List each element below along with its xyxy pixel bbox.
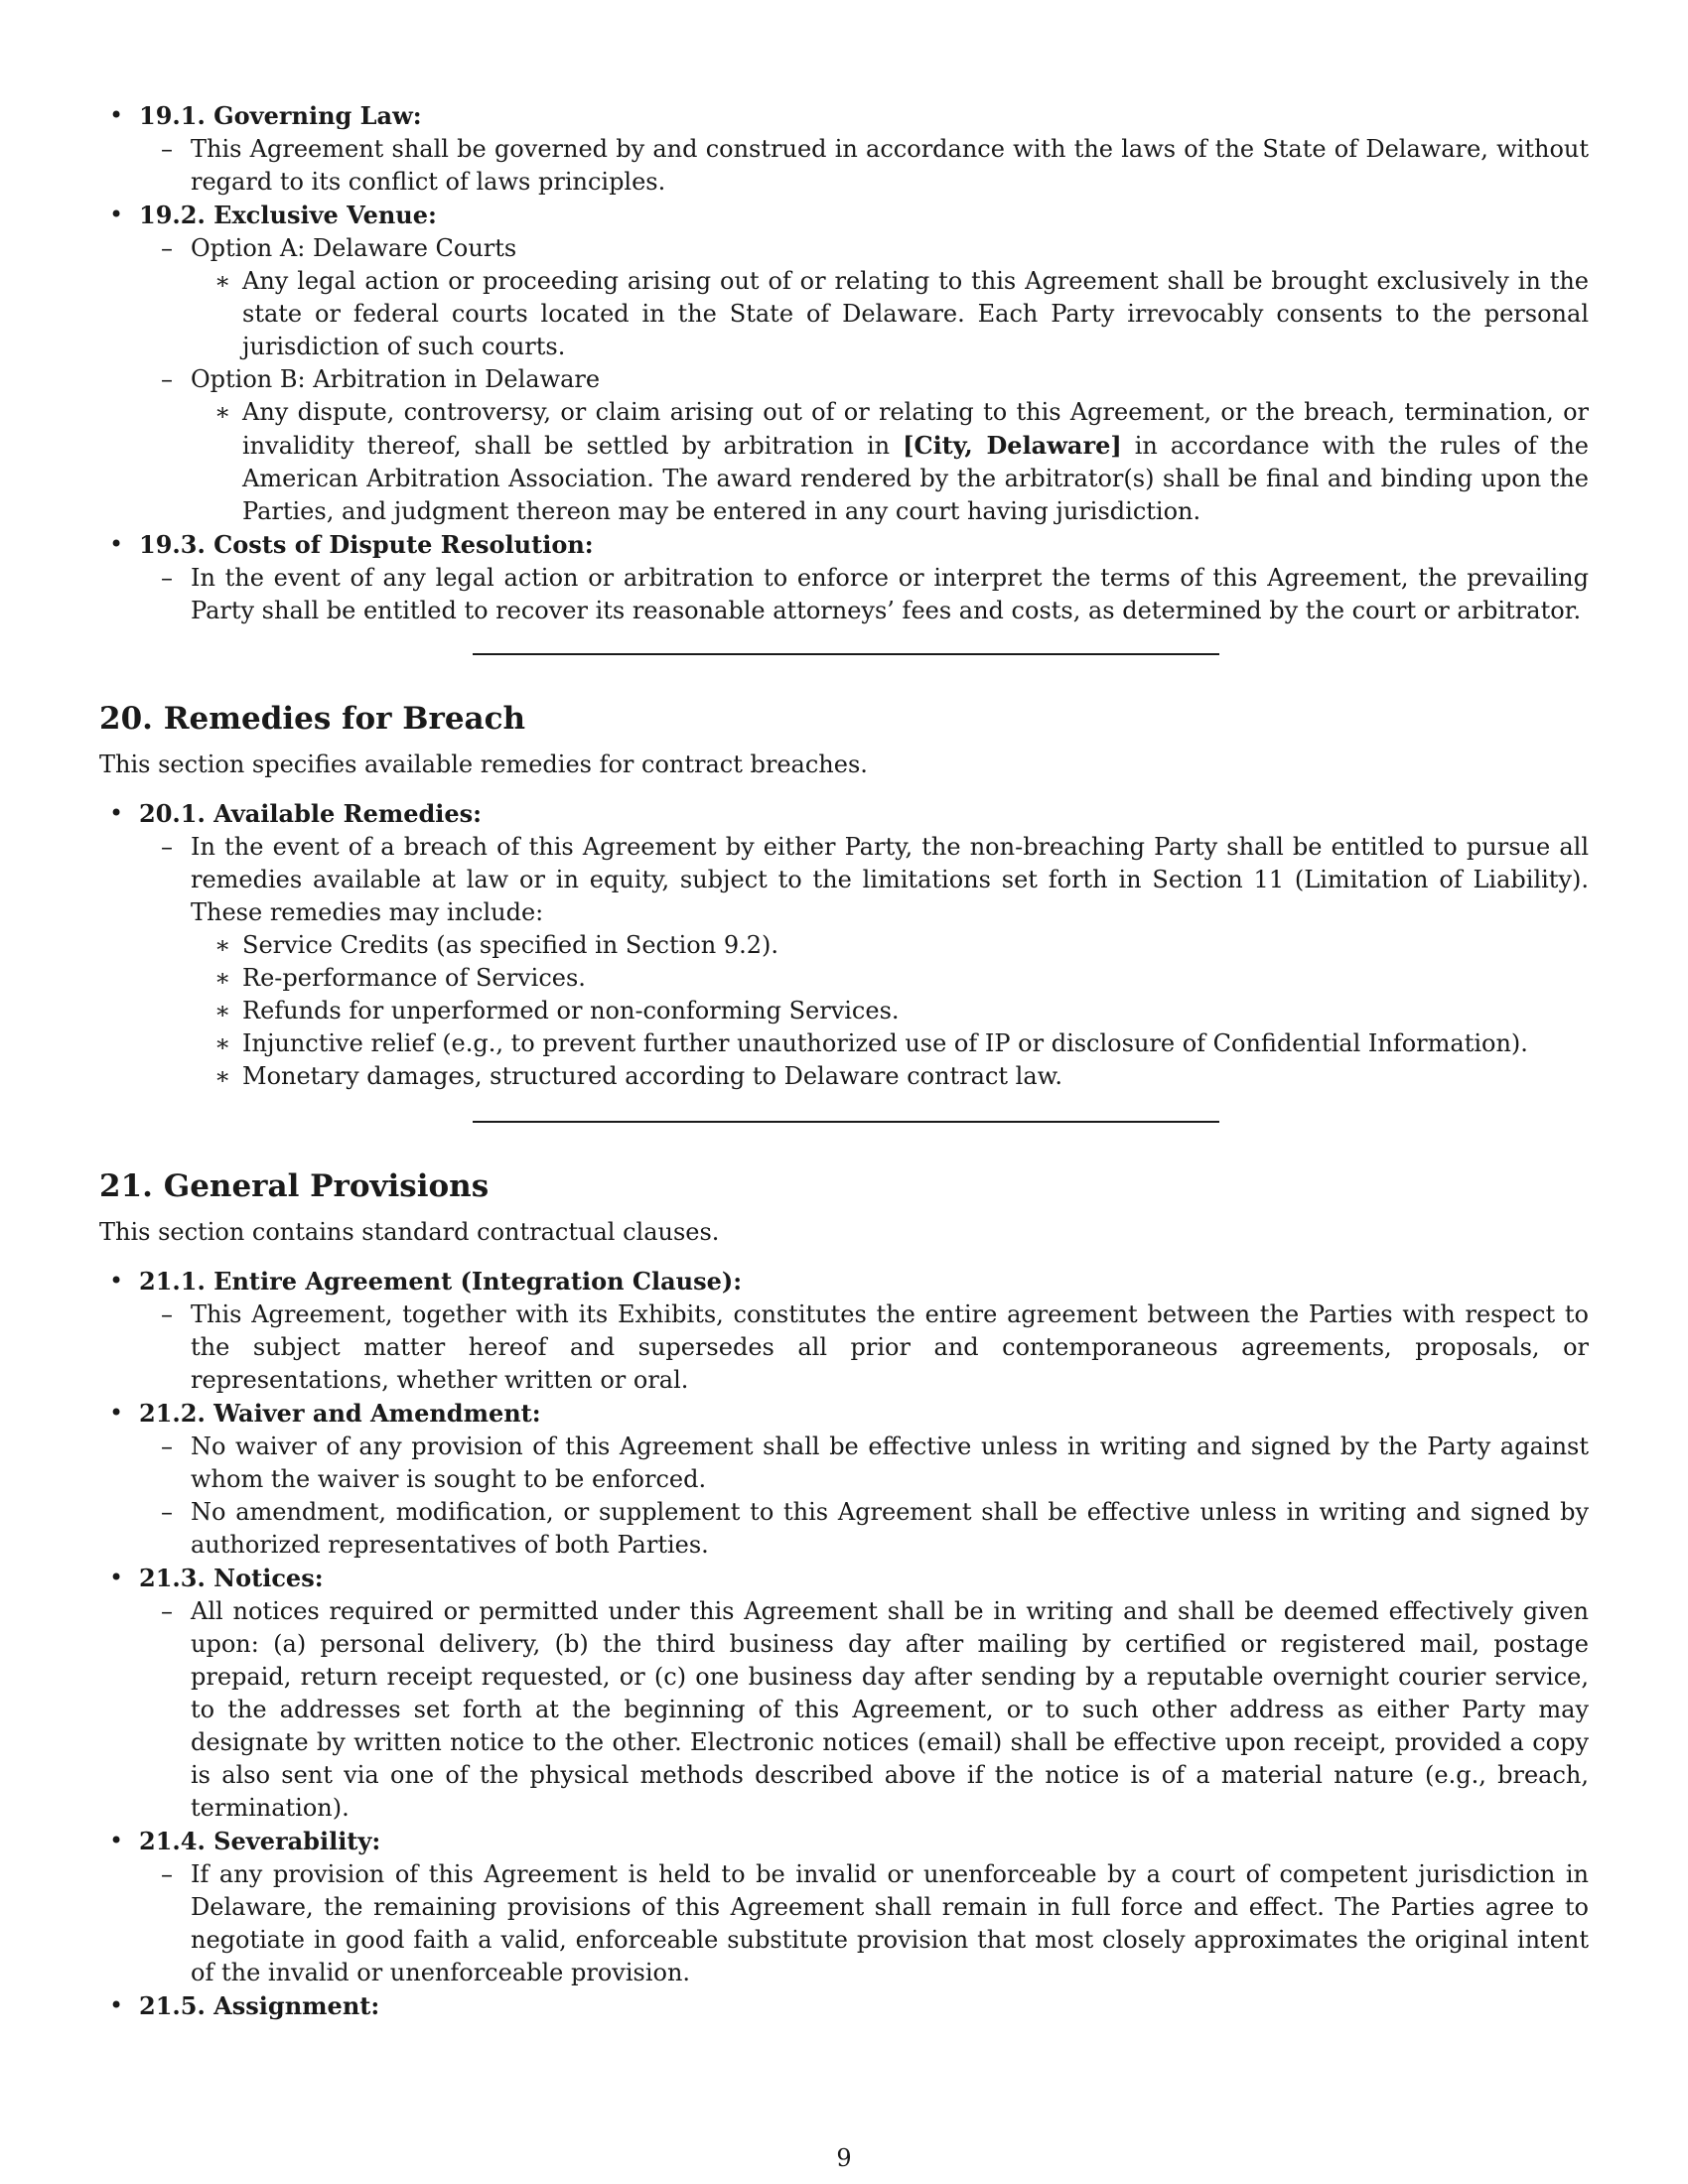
clause-label: 21.1. Entire Agreement (Integration Clause): bbox=[139, 1267, 743, 1296]
asterisk-icon: ∗ bbox=[214, 398, 231, 426]
bullet-icon: • bbox=[109, 1564, 124, 1591]
option-b: – Option B: Arbitration in Delaware ∗ Any dispute, controversy, or claim arising out of or relating to this Agreement, or the breach, termination, or invalidity thereof, shall be settled by arbitration in [City, Delaware] in accordance with the rules of the American Arbitration Association. The award rendered by the arbitrator(s) shall be final and binding upon the Parties, and judgment thereon may be entered in any court having jurisdiction. bbox=[191, 363, 1589, 528]
clause-21-1 bbox=[109, 1265, 1589, 1397]
clause-19-2 bbox=[109, 199, 1589, 528]
section-20-heading: 20. Remedies for Breach bbox=[99, 701, 526, 737]
bullet-icon: • bbox=[109, 101, 124, 129]
asterisk-icon: ∗ bbox=[214, 964, 231, 992]
remedy-item: ∗ Refunds for unperformed or non-conforming Services. bbox=[242, 995, 1589, 1027]
dash-icon: – bbox=[161, 564, 173, 592]
section-19-list bbox=[109, 99, 1589, 627]
clause-text: – In the event of a breach of this Agreement by either Party, the non-breaching Party shall be entitled to pursue all remedies available at law or in equity, subject to the limitations set forth in Section 11 (Limitation of Liability). These remedies may include: ∗ Service Credits (as specified in Section 9.2). ∗ Re-performance of Services. ∗ Refunds for unperformed or non-conforming Services. ∗ Injunctive relief (e.g., to prevent further unauthorized use of IP or disclosure of Confidential Information). ∗ Monetary damages, structured according to Delaware contract law. bbox=[191, 831, 1589, 1093]
clause-21-5 bbox=[109, 1989, 1589, 2023]
clause-21-3 bbox=[109, 1562, 1589, 1825]
clause-label: 19.1. Governing Law: bbox=[139, 101, 422, 130]
clause-text: – No amendment, modification, or supplement to this Agreement shall be effective unless in writing and signed by authorized representatives of both Parties. bbox=[161, 1498, 1589, 1559]
bullet-icon: • bbox=[109, 201, 124, 228]
clause-label: 19.3. Costs of Dispute Resolution: bbox=[139, 530, 594, 559]
bullet-icon: • bbox=[109, 1827, 124, 1854]
dash-icon: – bbox=[161, 1860, 173, 1888]
clause-text: – All notices required or permitted under this Agreement shall be in writing and shall be deemed effectively given upon: (a) personal delivery, (b) the third business day after mailing by certified or registered mail, postage prepaid, return receipt requested, or (c) one business day after sending by a reputable overnight courier service, to the addresses set forth at the beginning of this Agreement, or to such other address as either Party may designate by written notice to the other. Electronic notices (email) shall be effective upon receipt, provided a copy is also sent via one of the physical methods described above if the notice is of a material nature (e.g., breach, termination). bbox=[161, 1597, 1589, 1822]
clause-label: 21.5. Assignment: bbox=[139, 1991, 380, 2020]
clause-label: 21.3. Notices: bbox=[139, 1564, 324, 1592]
clause-label: 19.2. Exclusive Venue: bbox=[139, 201, 437, 229]
bullet-icon: • bbox=[109, 799, 124, 827]
section-20-list bbox=[109, 797, 1589, 1093]
remedy-item: ∗ Re-performance of Services. bbox=[242, 962, 1589, 995]
asterisk-icon: ∗ bbox=[214, 997, 231, 1024]
section-21-heading: 21. General Provisions bbox=[99, 1168, 490, 1204]
option-a: – Option A: Delaware Courts ∗ Any legal action or proceeding arising out of or relating to this Agreement shall be brought exclusively in the state or federal courts located in the State of Delaware. Each Party irrevocably consents to the personal jurisdiction of such courts. bbox=[191, 232, 1589, 363]
dash-icon: – bbox=[161, 833, 173, 861]
section-21-list bbox=[109, 1265, 1589, 2023]
clause-text: – In the event of any legal action or arbitration to enforce or interpret the terms of this Agreement, the prevailing Party shall be entitled to recover its reasonable attorneys’ fees and costs, as determined by the court or arbitrator. bbox=[161, 564, 1589, 624]
option-b-text: ∗ Any dispute, controversy, or claim arising out of or relating to this Agreement, or the breach, termination, or invalidity thereof, shall be settled by arbitration in [City, Delaware] in accordance with the rules of the American Arbitration Association. The award rendered by the arbitrator(s) shall be final and binding upon the Parties, and judgment thereon may be entered in any court having jurisdiction. bbox=[214, 398, 1589, 525]
dash-icon: – bbox=[161, 1300, 173, 1328]
bullet-icon: • bbox=[109, 1399, 124, 1427]
option-a-text: ∗ Any legal action or proceeding arising out of or relating to this Agreement shall be brought exclusively in the state or federal courts located in the State of Delaware. Each Party irrevocably consents to the personal jurisdiction of such courts. bbox=[214, 267, 1589, 360]
section-21-intro: This section contains standard contractual clauses. bbox=[99, 1218, 720, 1246]
section-20-intro: This section specifies available remedies for contract breaches. bbox=[99, 751, 868, 778]
placeholder-city: [City, Delaware] bbox=[903, 431, 1122, 460]
clause-19-1 bbox=[109, 99, 1589, 199]
clause-21-2 bbox=[109, 1397, 1589, 1562]
section-divider bbox=[473, 1121, 1219, 1123]
document-page bbox=[99, 99, 1589, 2023]
page-number: 9 bbox=[836, 2144, 852, 2172]
remedy-item: ∗ Monetary damages, structured according to Delaware contract law. bbox=[242, 1060, 1589, 1093]
remedy-item: ∗ Injunctive relief (e.g., to prevent further unauthorized use of IP or disclosure of Confidential Information). bbox=[242, 1027, 1589, 1060]
dash-icon: – bbox=[161, 365, 173, 393]
dash-icon: – bbox=[161, 1597, 173, 1625]
section-divider bbox=[473, 653, 1219, 655]
clause-label: 21.2. Waiver and Amendment: bbox=[139, 1399, 541, 1428]
dash-icon: – bbox=[161, 1498, 173, 1526]
asterisk-icon: ∗ bbox=[214, 267, 231, 295]
clause-19-3 bbox=[109, 528, 1589, 627]
bullet-icon: • bbox=[109, 530, 124, 558]
asterisk-icon: ∗ bbox=[214, 1029, 231, 1057]
clause-21-4 bbox=[109, 1825, 1589, 1989]
clause-text: – This Agreement, together with its Exhibits, constitutes the entire agreement between the Parties with respect to the subject matter hereof and supersedes all prior and contemporaneous agreements, proposals, or representations, whether written or oral. bbox=[161, 1300, 1589, 1394]
bullet-icon: • bbox=[109, 1267, 124, 1295]
clause-label: 21.4. Severability: bbox=[139, 1827, 381, 1855]
clause-20-1 bbox=[109, 797, 1589, 1093]
dash-icon: – bbox=[161, 1433, 173, 1460]
asterisk-icon: ∗ bbox=[214, 931, 231, 959]
dash-icon: – bbox=[161, 234, 173, 262]
clause-label: 20.1. Available Remedies: bbox=[139, 799, 483, 828]
asterisk-icon: ∗ bbox=[214, 1062, 231, 1090]
bullet-icon: • bbox=[109, 1991, 124, 2019]
clause-text: – If any provision of this Agreement is held to be invalid or unenforceable by a court of competent jurisdiction in Delaware, the remaining provisions of this Agreement shall remain in full force and effect. The Parties agree to negotiate in good faith a valid, enforceable substitute provision that most closely approximates the original intent of the invalid or unenforceable provision. bbox=[161, 1860, 1589, 1986]
clause-text: – This Agreement shall be governed by and construed in accordance with the laws of the State of Delaware, without regard to its conflict of laws principles. bbox=[161, 135, 1589, 196]
remedy-item: ∗ Service Credits (as specified in Section 9.2). bbox=[242, 929, 1589, 962]
clause-text: – No waiver of any provision of this Agreement shall be effective unless in writing and signed by the Party against whom the waiver is sought to be enforced. bbox=[161, 1433, 1589, 1493]
dash-icon: – bbox=[161, 135, 173, 163]
